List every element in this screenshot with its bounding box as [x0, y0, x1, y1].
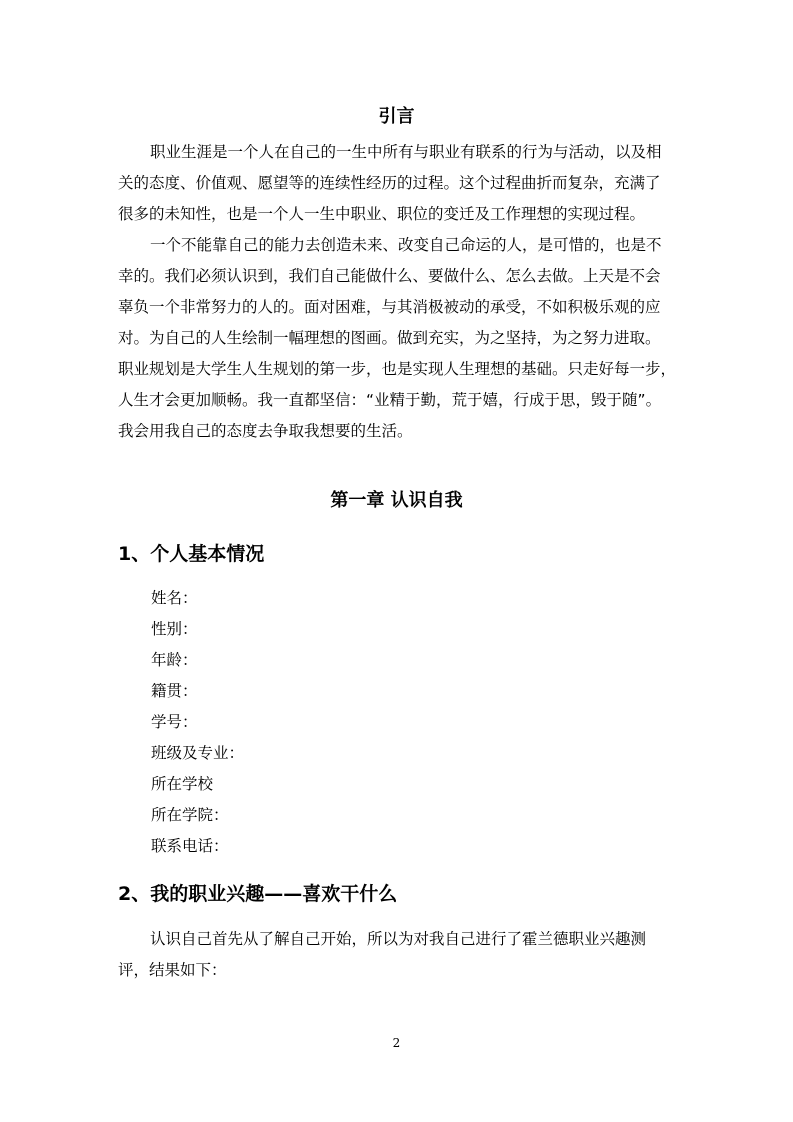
paragraph-line: 认识自己首先从了解自己开始，所以为对我自己进行了霍兰德职业兴趣测	[150, 930, 647, 948]
section-heading-basic-info: 1、个人基本情况	[118, 543, 265, 565]
info-field-phone: 联系电话：	[151, 837, 229, 855]
paragraph-line: 一个不能靠自己的能力去创造未来、改变自己命运的人，是可惜的，也是不	[150, 236, 662, 254]
info-field-gender: 性别：	[151, 620, 198, 638]
section-heading-career-interest: 2、我的职业兴趣——喜欢干什么	[118, 883, 398, 905]
paragraph-line: 职业生涯是一个人在自己的一生中所有与职业有联系的行为与活动，以及相	[150, 143, 662, 161]
paragraph-line: 评，结果如下：	[118, 961, 227, 979]
paragraph-line: 幸的。我们必须认识到，我们自己能做什么、要做什么、怎么去做。上天是不会	[118, 267, 661, 285]
paragraph-line: 对。为自己的人生绘制一幅理想的图画。做到充实，为之坚持，为之努力进取。	[118, 329, 661, 347]
paragraph-line: 很多的未知性，也是一个人一生中职业、职位的变迁及工作理想的实现过程。	[118, 205, 646, 223]
info-field-class-major: 班级及专业：	[151, 744, 245, 762]
info-field-name: 姓名：	[151, 589, 198, 607]
page-number: 2	[392, 1036, 401, 1050]
info-field-age: 年龄：	[151, 651, 198, 669]
paragraph-line: 职业规划是大学生人生规划的第一步，也是实现人生理想的基础。只走好每一步，	[118, 360, 677, 378]
intro-paragraph-2	[118, 230, 678, 447]
intro-paragraph-1	[118, 137, 678, 230]
career-interest-paragraph	[118, 924, 678, 986]
paragraph-line: 我会用我自己的态度去争取我想要的生活。	[118, 422, 413, 440]
info-field-college: 所在学院：	[151, 806, 229, 824]
chapter-title: 第一章 认识自我	[330, 490, 463, 511]
paragraph-line: 关的态度、价值观、愿望等的连续性经历的过程。这个过程曲折而复杂，充满了	[118, 174, 661, 192]
info-field-native-place: 籍贯：	[151, 682, 198, 700]
basic-info-list	[151, 583, 244, 862]
paragraph-line: 人生才会更加顺畅。我一直都坚信：“业精于勤，荒于嬉，行成于思，毁于随”。	[118, 391, 662, 409]
paragraph-line: 辜负一个非常努力的人的。面对困难，与其消极被动的承受，不如积极乐观的应	[118, 298, 661, 316]
intro-title: 引言	[378, 106, 415, 127]
info-field-school: 所在学校	[151, 775, 214, 793]
info-field-student-id: 学号：	[151, 713, 198, 731]
